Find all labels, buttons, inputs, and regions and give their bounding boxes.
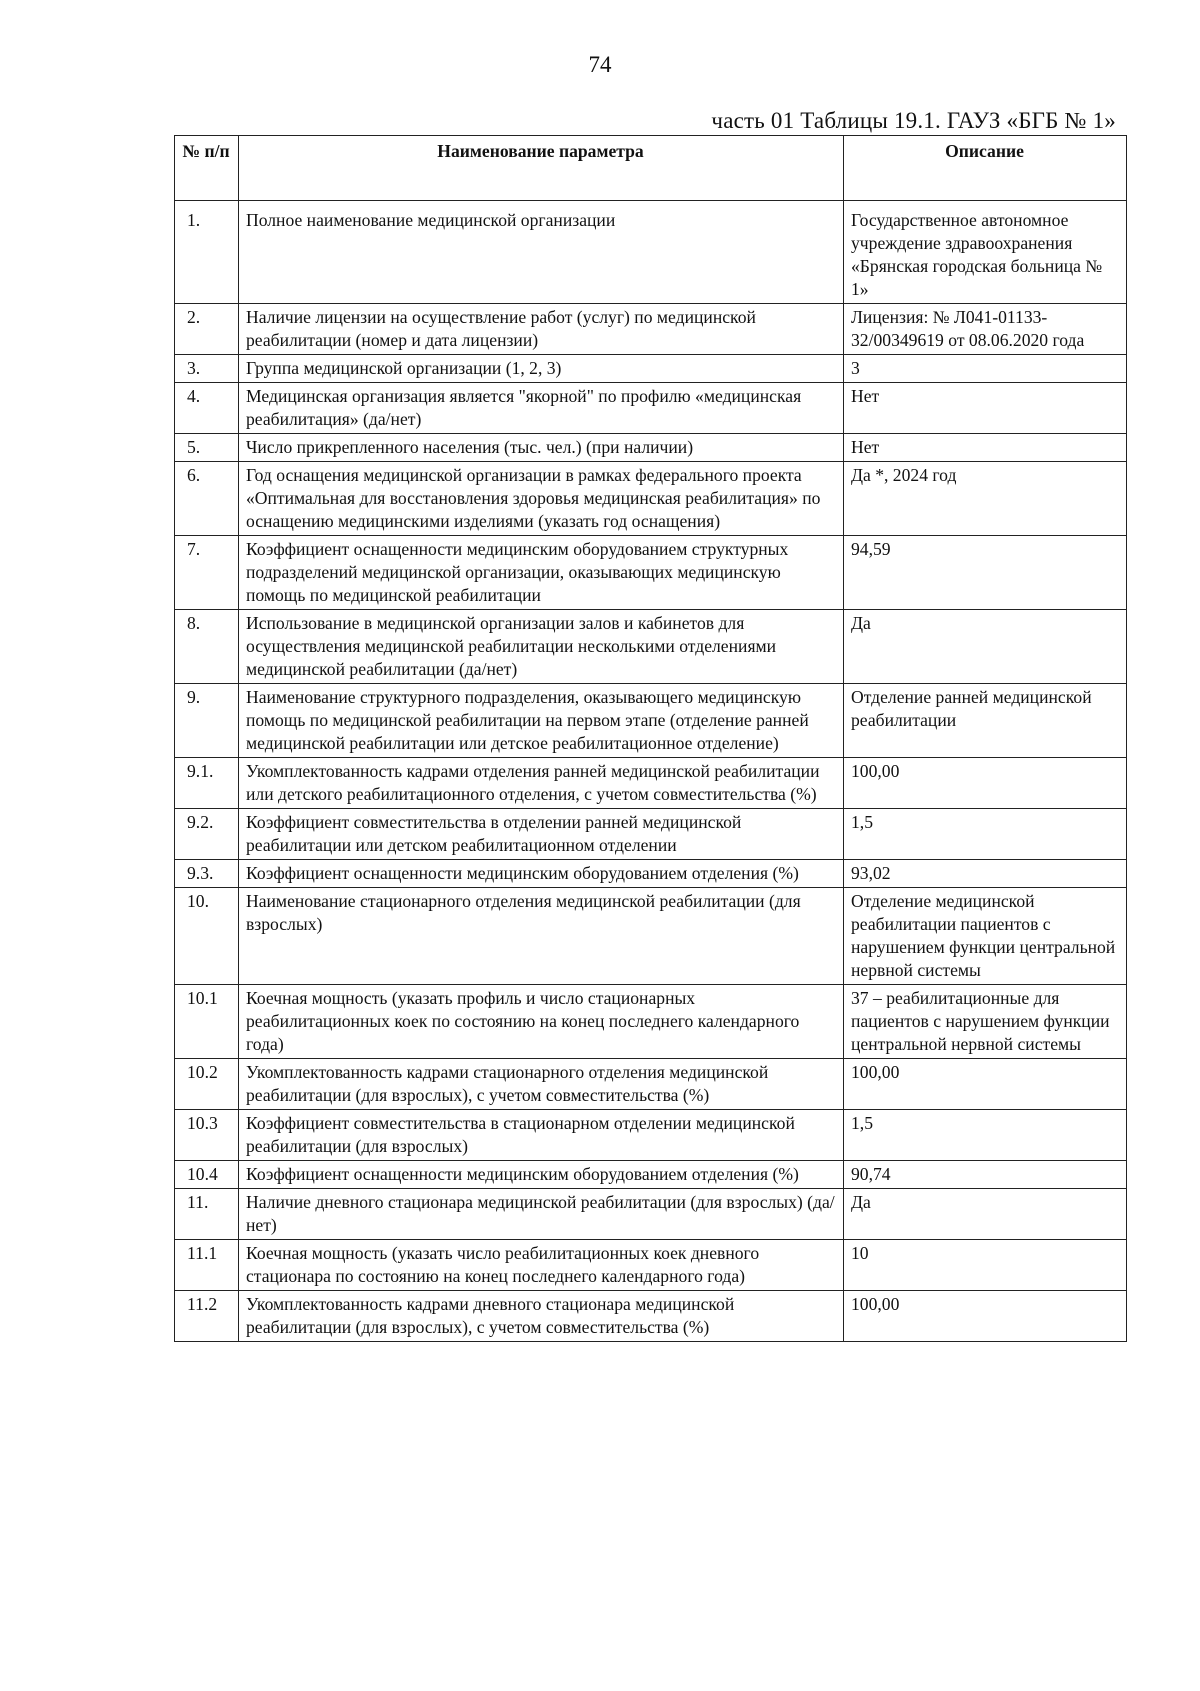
row-parameter-name: Наличие дневного стационара медицинской реабилитации (для взрослых) (да/нет) <box>239 1189 844 1240</box>
row-number: 10.4 <box>175 1161 239 1189</box>
table-row <box>175 610 1127 684</box>
row-number: 9.3. <box>175 860 239 888</box>
table-row <box>175 888 1127 985</box>
row-description: Нет <box>844 434 1127 462</box>
row-parameter-name: Коэффициент совместительства в стационарном отделении медицинской реабилитации (для взрослых) <box>239 1110 844 1161</box>
table-caption: часть 01 Таблицы 19.1. ГАУЗ «БГБ № 1» <box>711 108 1116 133</box>
row-parameter-name: Укомплектованность кадрами стационарного отделения медицинской реабилитации (для взрослых), с учетом совместительства (%) <box>239 1059 844 1110</box>
row-parameter-name: Укомплектованность кадрами дневного стационара медицинской реабилитации (для взрослых), с учетом совместительства (%) <box>239 1291 844 1342</box>
row-parameter-name: Коечная мощность (указать число реабилитационных коек дневного стационара по состоянию на конец последнего календарного года) <box>239 1240 844 1291</box>
header-description: Описание <box>844 136 1127 201</box>
table-row <box>175 1291 1127 1342</box>
row-parameter-name: Коечная мощность (указать профиль и число стационарных реабилитационных коек по состоянию на конец последнего календарного года) <box>239 985 844 1059</box>
table-row <box>175 383 1127 434</box>
row-number: 7. <box>175 536 239 610</box>
row-parameter-name: Коэффициент оснащенности медицинским оборудованием структурных подразделений медицинской организации, оказывающих медицинскую помощь по медицинской реабилитации <box>239 536 844 610</box>
row-description: 100,00 <box>844 1291 1127 1342</box>
row-description: Лицензия: № Л041-01133-32/00349619 от 08.06.2020 года <box>844 304 1127 355</box>
row-description: Нет <box>844 383 1127 434</box>
table-row <box>175 1110 1127 1161</box>
table-row <box>175 809 1127 860</box>
row-description: Государственное автономное учреждение здравоохранения «Брянская городская больница № 1» <box>844 201 1127 304</box>
row-parameter-name: Год оснащения медицинской организации в рамках федерального проекта «Оптимальная для восстановления здоровья медицинская реабилитация» по оснащению медицинскими изделиями (указать год оснащения) <box>239 462 844 536</box>
row-number: 11. <box>175 1189 239 1240</box>
row-description: Да <box>844 610 1127 684</box>
header-parameter-name: Наименование параметра <box>239 136 844 201</box>
row-parameter-name: Группа медицинской организации (1, 2, 3) <box>239 355 844 383</box>
row-description: Отделение медицинской реабилитации пациентов с нарушением функции центральной нервной системы <box>844 888 1127 985</box>
row-number: 10.3 <box>175 1110 239 1161</box>
row-description: 100,00 <box>844 758 1127 809</box>
table-row <box>175 355 1127 383</box>
row-description: 10 <box>844 1240 1127 1291</box>
table-row <box>175 1161 1127 1189</box>
header-number: № п/п <box>175 136 239 201</box>
row-description: 93,02 <box>844 860 1127 888</box>
row-number: 10.2 <box>175 1059 239 1110</box>
row-number: 8. <box>175 610 239 684</box>
row-parameter-name: Коэффициент оснащенности медицинским оборудованием отделения (%) <box>239 860 844 888</box>
row-description: 90,74 <box>844 1161 1127 1189</box>
row-parameter-name: Полное наименование медицинской организации <box>239 201 844 304</box>
row-number: 10.1 <box>175 985 239 1059</box>
table-header-row <box>175 136 1127 201</box>
table-row <box>175 1189 1127 1240</box>
table-row <box>175 758 1127 809</box>
table-row <box>175 536 1127 610</box>
table-row <box>175 1240 1127 1291</box>
row-number: 9. <box>175 684 239 758</box>
table-row <box>175 462 1127 536</box>
row-number: 6. <box>175 462 239 536</box>
row-parameter-name: Наличие лицензии на осуществление работ (услуг) по медицинской реабилитации (номер и дата лицензии) <box>239 304 844 355</box>
row-description: 94,59 <box>844 536 1127 610</box>
page-number: 74 <box>588 52 612 77</box>
row-parameter-name: Коэффициент оснащенности медицинским оборудованием отделения (%) <box>239 1161 844 1189</box>
row-parameter-name: Коэффициент совместительства в отделении ранней медицинской реабилитации или детском реабилитационном отделении <box>239 809 844 860</box>
row-description: 1,5 <box>844 809 1127 860</box>
row-parameter-name: Число прикрепленного населения (тыс. чел.) (при наличии) <box>239 434 844 462</box>
row-description: Да <box>844 1189 1127 1240</box>
row-number: 5. <box>175 434 239 462</box>
row-number: 11.2 <box>175 1291 239 1342</box>
table-row <box>175 1059 1127 1110</box>
row-description: 3 <box>844 355 1127 383</box>
table-row <box>175 860 1127 888</box>
row-number: 3. <box>175 355 239 383</box>
row-description: 1,5 <box>844 1110 1127 1161</box>
row-parameter-name: Укомплектованность кадрами отделения ранней медицинской реабилитации или детского реабилитационного отделения, с учетом совместительства (%) <box>239 758 844 809</box>
row-description: Да *, 2024 год <box>844 462 1127 536</box>
table-row <box>175 985 1127 1059</box>
row-number: 1. <box>175 201 239 304</box>
row-parameter-name: Использование в медицинской организации залов и кабинетов для осуществления медицинской реабилитации несколькими отделениями медицинской реабилитации (да/нет) <box>239 610 844 684</box>
table-row <box>175 304 1127 355</box>
table-row <box>175 684 1127 758</box>
row-parameter-name: Наименование структурного подразделения, оказывающего медицинскую помощь по медицинской реабилитации на первом этапе (отделение ранней медицинской реабилитации или детское реабилитационное отделение) <box>239 684 844 758</box>
row-number: 11.1 <box>175 1240 239 1291</box>
row-number: 4. <box>175 383 239 434</box>
row-number: 2. <box>175 304 239 355</box>
table-row <box>175 434 1127 462</box>
row-description: 37 – реабилитационные для пациентов с нарушением функции центральной нервной системы <box>844 985 1127 1059</box>
row-parameter-name: Наименование стационарного отделения медицинской реабилитации (для взрослых) <box>239 888 844 985</box>
row-number: 10. <box>175 888 239 985</box>
row-description: Отделение ранней медицинской реабилитации <box>844 684 1127 758</box>
row-parameter-name: Медицинская организация является "якорной" по профилю «медицинская реабилитация» (да/нет) <box>239 383 844 434</box>
row-number: 9.2. <box>175 809 239 860</box>
parameters-table <box>174 135 1127 1342</box>
row-description: 100,00 <box>844 1059 1127 1110</box>
row-number: 9.1. <box>175 758 239 809</box>
table-row <box>175 201 1127 304</box>
